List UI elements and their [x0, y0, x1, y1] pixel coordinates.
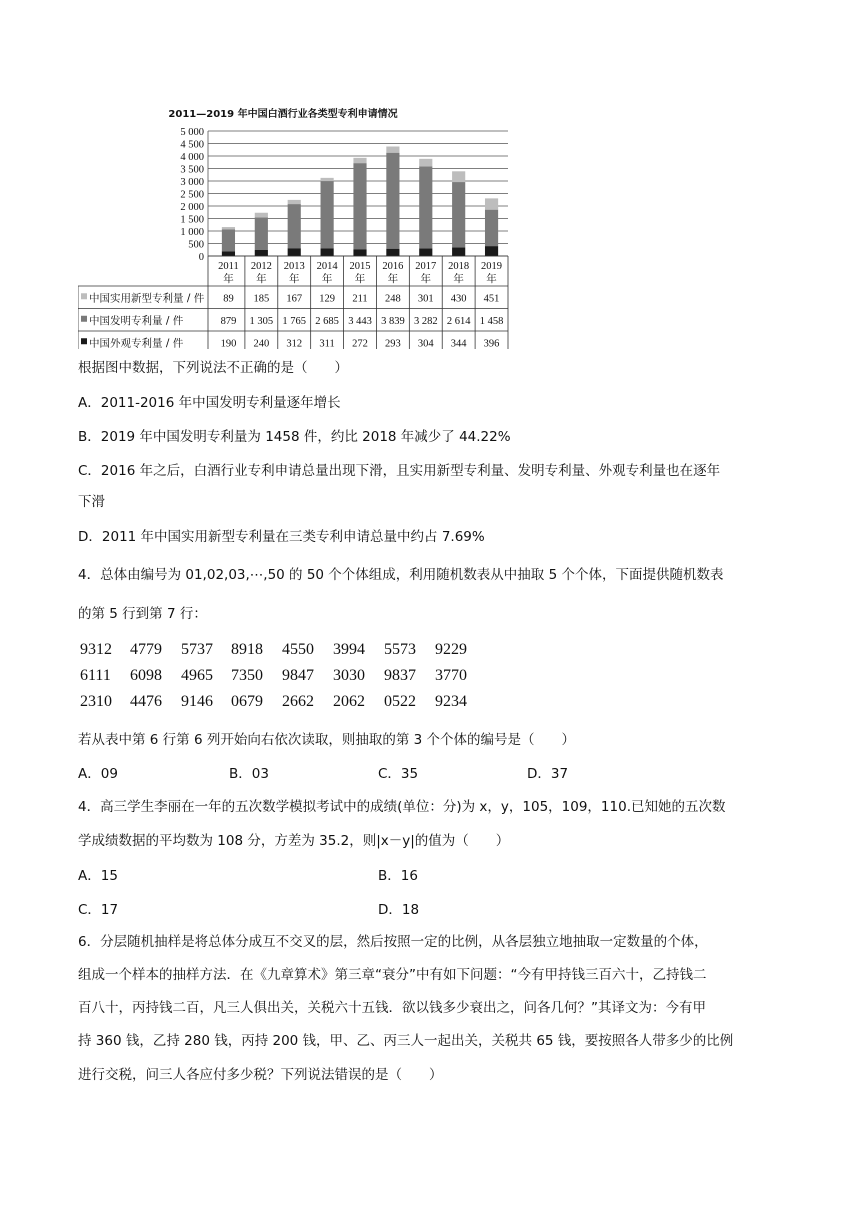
- data-label: 89: [223, 293, 234, 305]
- q3-option-c-line1: C．2016 年之后，白酒行业专利申请总量出现下滑，且实用新型专利量、发明专利量、外观专利量也在逐年: [78, 463, 721, 479]
- data-label: 2 685: [315, 315, 339, 327]
- data-label: 304: [417, 338, 434, 349]
- random-table-cell: 4550: [282, 641, 314, 658]
- data-label: 211: [352, 293, 368, 305]
- random-table-cell: 7350: [231, 667, 263, 684]
- y-tick-label: 0: [198, 252, 204, 263]
- random-table-cell: 6111: [80, 667, 111, 684]
- patent-chart: [78, 104, 510, 349]
- bar-segment: [386, 153, 399, 249]
- random-table-cell: 0522: [384, 693, 416, 710]
- bar-segment: [452, 171, 465, 182]
- q6-line3: 百八十，丙持钱二百，凡三人俱出关，关税六十五钱．欲以钱多少衰出之，问各几何？”其译文为：今有甲: [78, 1000, 706, 1016]
- bar-segment: [222, 227, 235, 229]
- data-label: 129: [319, 293, 335, 305]
- bar-segment: [485, 210, 498, 246]
- data-label: 451: [483, 293, 500, 305]
- data-label: 1 458: [479, 315, 504, 327]
- data-label: 396: [483, 338, 500, 349]
- q4a-question: 若从表中第 6 行第 6 列开始向右依次读取，则抽取的第 3 个个体的编号是（ ）: [78, 732, 576, 748]
- y-tick-label: 2 500: [180, 189, 204, 201]
- bar-segment: [485, 246, 498, 256]
- random-table-cell: 2310: [80, 693, 112, 710]
- chart-svg: [78, 104, 510, 349]
- bar-segment: [419, 166, 432, 248]
- y-tick-label: 1 000: [180, 227, 204, 238]
- year-suffix: 年: [453, 273, 464, 285]
- year-label: 2011: [218, 261, 239, 272]
- bar-segment: [386, 249, 399, 256]
- bar-segment: [419, 248, 432, 256]
- bar-segment: [288, 204, 301, 248]
- q4a-option-c: C．35: [378, 766, 419, 782]
- year-label: 2013: [283, 261, 305, 272]
- random-table-cell: 2062: [333, 693, 365, 710]
- random-table-cell: 9837: [384, 667, 416, 684]
- chart-title: 2011—2019 年中国白酒行业各类型专利申请情况: [168, 109, 398, 120]
- year-label: 2017: [415, 261, 437, 272]
- bar-segment: [353, 158, 366, 163]
- data-label: 248: [385, 293, 401, 305]
- q4a-option-a: A．09: [78, 766, 118, 782]
- data-label: 190: [220, 338, 237, 349]
- year-suffix: 年: [288, 273, 300, 285]
- bar-segment: [222, 229, 235, 251]
- bar-segment: [321, 181, 334, 248]
- random-table-cell: 9847: [282, 667, 314, 684]
- year-label: 2012: [250, 261, 272, 272]
- q4a-line2: 的第 5 行到第 7 行：: [78, 606, 207, 622]
- year-label: 2014: [316, 261, 338, 272]
- random-table-cell: 2662: [282, 693, 314, 710]
- bar-segment: [288, 200, 301, 204]
- year-suffix: 年: [486, 273, 497, 285]
- q3-option-b: B．2019 年中国发明专利量为 1458 件，约比 2018 年减少了 44.22%: [78, 429, 511, 445]
- data-label: 344: [450, 338, 467, 349]
- year-suffix: 年: [223, 273, 234, 285]
- legend-entry: 中国实用新型专利量 / 件: [89, 292, 205, 305]
- year-label: 2018: [448, 261, 470, 272]
- data-label: 879: [220, 315, 237, 327]
- q6-line4: 持 360 钱，乙持 280 钱，丙持 200 钱，甲、乙、丙三人一起出关，关税共 65 钱，要按照各人带多少的比例: [78, 1033, 734, 1049]
- q4b-option-b: B．16: [378, 868, 418, 884]
- q4b-option-a: A．15: [78, 868, 118, 884]
- data-label: 3 839: [381, 315, 405, 327]
- data-label: 301: [417, 293, 434, 305]
- year-suffix: 年: [420, 273, 432, 285]
- data-label: 1 305: [249, 315, 274, 327]
- y-tick-label: 4 000: [180, 152, 204, 163]
- random-table-cell: 9229: [435, 641, 467, 658]
- legend-swatch: [81, 293, 87, 299]
- q4b-option-d: D．18: [378, 902, 420, 918]
- q3-stem: 根据图中数据，下列说法不正确的是（ ）: [78, 360, 348, 376]
- year-suffix: 年: [256, 273, 267, 285]
- random-table-cell: 5737: [181, 641, 213, 658]
- random-table-cell: 3994: [333, 641, 365, 658]
- y-tick-label: 3 000: [180, 177, 204, 188]
- bar-segment: [353, 249, 366, 256]
- bar-segment: [222, 251, 235, 256]
- bar-segment: [419, 159, 432, 167]
- year-label: 2015: [349, 261, 371, 272]
- data-label: 3 443: [348, 315, 372, 327]
- legend-swatch: [81, 316, 87, 322]
- legend-entry: 中国外观专利量 / 件: [89, 337, 184, 349]
- random-table-cell: 3770: [435, 667, 467, 684]
- random-table-cell: 9146: [181, 693, 213, 710]
- bar-segment: [452, 182, 465, 247]
- bar-segment: [353, 163, 366, 249]
- legend-entry: 中国发明专利量 / 件: [89, 314, 184, 327]
- data-label: 3 282: [413, 315, 438, 327]
- q6-line5: 进行交税，问三人各应付多少税？下列说法错误的是（ ）: [78, 1067, 443, 1083]
- year-suffix: 年: [387, 273, 399, 285]
- random-table-cell: 9312: [80, 641, 112, 658]
- data-label: 312: [286, 338, 303, 349]
- year-label: 2016: [382, 261, 404, 272]
- data-label: 167: [286, 293, 303, 305]
- random-table-cell: 4476: [130, 693, 162, 710]
- bar-segment: [255, 217, 268, 250]
- q4a-option-b: B．03: [229, 766, 269, 782]
- q4b-line1: 4．高三学生李丽在一年的五次数学模拟考试中的成绩(单位：分)为 x，y，105，109，110.已知她的五次数: [78, 799, 726, 815]
- data-label: 240: [253, 338, 270, 349]
- y-tick-label: 4 500: [180, 139, 204, 151]
- y-tick-label: 500: [188, 239, 204, 251]
- q3-option-c-line2: 下滑: [78, 494, 105, 510]
- data-label: 185: [253, 293, 270, 305]
- bar-segment: [485, 198, 498, 209]
- data-label: 2 614: [446, 315, 471, 327]
- random-table-cell: 4779: [130, 641, 162, 658]
- bar-segment: [255, 213, 268, 218]
- year-label: 2019: [481, 261, 503, 272]
- data-label: 293: [385, 338, 401, 349]
- random-table-cell: 3030: [333, 667, 365, 684]
- q6-line2: 组成一个样本的抽样方法．在《九章算术》第三章“衰分”中有如下问题：“今有甲持钱三百六十，乙持钱二: [78, 967, 707, 983]
- y-tick-label: 2 000: [180, 202, 204, 213]
- bar-segment: [386, 147, 399, 153]
- bar-segment: [321, 248, 334, 256]
- y-tick-label: 5 000: [180, 127, 204, 138]
- q4b-line2: 学成绩数据的平均数为 108 分，方差为 35.2，则|x－y|的值为（ ）: [78, 833, 510, 849]
- q6-line1: 6．分层随机抽样是将总体分成互不交叉的层，然后按照一定的比例，从各层独立地抽取一定数量的个体，: [78, 934, 708, 950]
- random-table-cell: 4965: [181, 667, 213, 684]
- year-suffix: 年: [354, 273, 366, 285]
- data-label: 311: [319, 338, 335, 349]
- bar-segment: [321, 178, 334, 181]
- random-table-cell: 6098: [130, 667, 162, 684]
- y-tick-label: 1 500: [180, 214, 204, 226]
- year-suffix: 年: [321, 273, 333, 285]
- q3-option-d: D．2011 年中国实用新型专利量在三类专利申请总量中约占 7.69%: [78, 529, 485, 545]
- random-table-cell: 0679: [231, 693, 263, 710]
- bar-segment: [452, 247, 465, 256]
- random-table-cell: 9234: [435, 693, 467, 710]
- bar-segment: [288, 248, 301, 256]
- random-table-cell: 8918: [231, 641, 263, 658]
- legend-swatch: [81, 338, 87, 344]
- random-table-cell: 5573: [384, 641, 416, 658]
- q4a-line1: 4．总体由编号为 01,02,03,⋯,50 的 50 个个体组成，利用随机数表从中抽取 5 个个体，下面提供随机数表: [78, 567, 724, 583]
- q4a-option-d: D．37: [527, 766, 569, 782]
- data-label: 430: [450, 293, 467, 305]
- y-tick-label: 3 500: [180, 164, 204, 176]
- data-label: 272: [352, 338, 368, 349]
- q4b-option-c: C．17: [78, 902, 119, 918]
- bar-segment: [255, 250, 268, 256]
- q3-option-a: A．2011-2016 年中国发明专利量逐年增长: [78, 395, 341, 411]
- data-label: 1 765: [282, 315, 307, 327]
